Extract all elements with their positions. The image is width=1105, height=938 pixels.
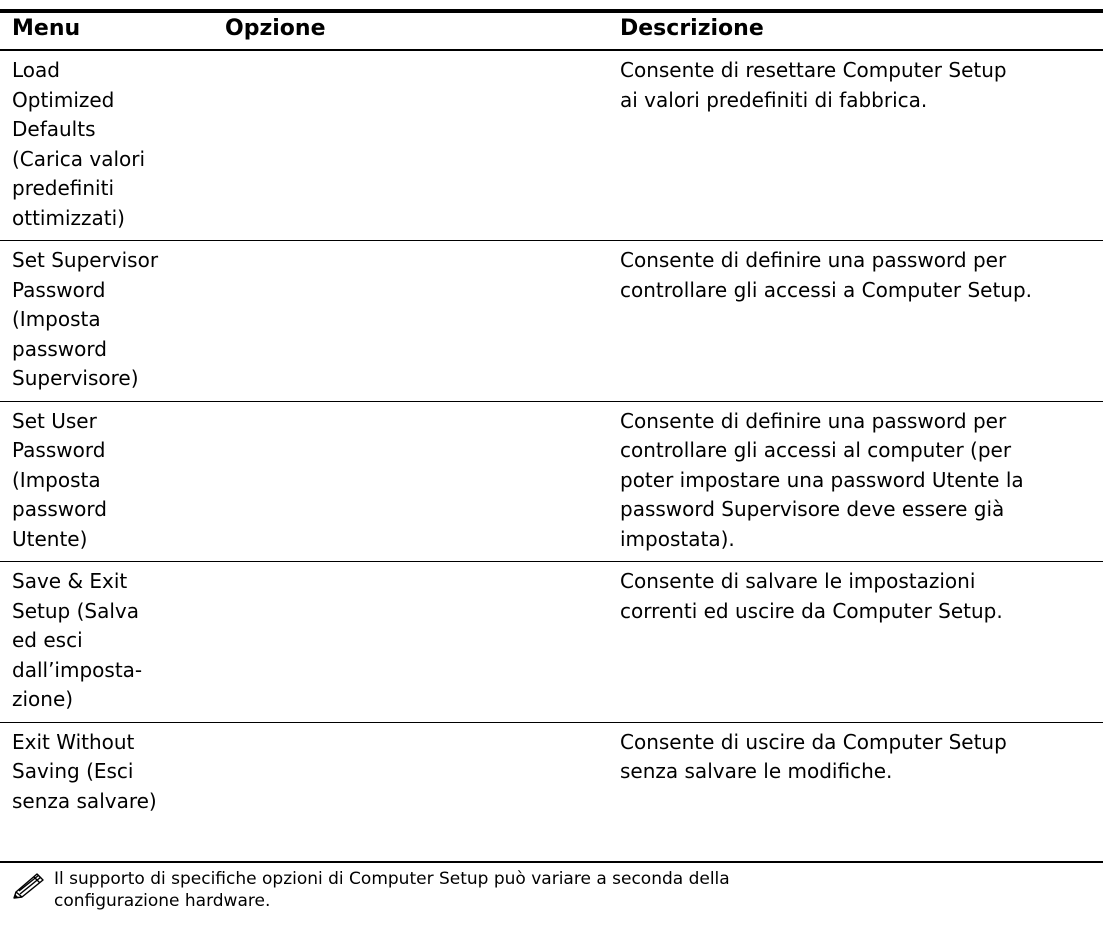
- menu-cell-line: Save & Exit: [12, 569, 128, 593]
- menu-cell-line: Defaults: [12, 117, 96, 141]
- description-cell: [608, 722, 1103, 823]
- menu-cell-line: ed esci: [12, 628, 83, 652]
- description-line: senza salvare le modifiche.: [620, 759, 893, 783]
- menu-cell-line: Exit Without: [12, 729, 135, 754]
- menu-cell-line: Set Supervisor: [12, 248, 159, 272]
- description-line: Consente di salvare le impostazioni: [620, 569, 976, 593]
- header-menu: Menu: [0, 13, 213, 50]
- menu-cell-line: Saving (Esci: [12, 759, 134, 783]
- option-cell: [213, 50, 608, 241]
- description-line: correnti ed uscire da Computer Setup.: [620, 598, 1003, 623]
- note-line: Il supporto di specifiche opzioni di Computer Setup può variare a seconda della: [54, 869, 730, 889]
- header-option: Opzione: [213, 13, 608, 50]
- menu-cell-line: password: [12, 497, 107, 521]
- note-line: configurazione hardware.: [54, 891, 271, 911]
- menu-cell: [0, 722, 213, 823]
- table-header-row: [0, 13, 1103, 50]
- menu-cell-line: Password: [12, 438, 106, 462]
- note-top-rule: [0, 861, 1103, 863]
- pencil-note-icon: [12, 869, 48, 899]
- table-row: [0, 722, 1103, 823]
- note-text: [54, 868, 954, 912]
- option-cell: [213, 722, 608, 823]
- menu-cell-line: ottimizzati): [12, 205, 125, 230]
- menu-cell: [0, 562, 213, 723]
- menu-cell-line: (Imposta: [12, 467, 101, 492]
- description-line: Consente di resettare Computer Setup: [620, 58, 1007, 82]
- description-cell: [608, 241, 1103, 402]
- menu-cell-line: Supervisore): [12, 366, 139, 390]
- menu-cell: [0, 241, 213, 402]
- menu-cell-line: Utente): [12, 526, 88, 551]
- option-cell: [213, 562, 608, 723]
- menu-cell: [0, 50, 213, 241]
- description-line: controllare gli accessi a Computer Setup.: [620, 277, 1033, 302]
- description-line: Consente di definire una password per: [620, 248, 1007, 272]
- menu-cell-line: Load: [12, 58, 60, 82]
- description-line: ai valori predefiniti di fabbrica.: [620, 87, 928, 112]
- header-description: Descrizione: [608, 13, 1103, 50]
- menu-cell-line: predefiniti: [12, 176, 115, 200]
- table-row: [0, 401, 1103, 562]
- menu-cell-line: senza salvare): [12, 788, 157, 813]
- menu-cell-line: password: [12, 336, 107, 361]
- description-cell: [608, 562, 1103, 723]
- description-line: password Supervisore deve essere già: [620, 497, 1005, 521]
- description-cell: [608, 50, 1103, 241]
- description-line: Consente di definire una password per: [620, 408, 1007, 433]
- menu-cell: [0, 401, 213, 562]
- option-cell: [213, 401, 608, 562]
- description-line: impostata).: [620, 526, 735, 551]
- description-line: controllare gli accessi al computer (per: [620, 438, 1012, 462]
- table-row: [0, 241, 1103, 402]
- table-row: [0, 562, 1103, 723]
- menu-cell-line: (Imposta: [12, 307, 101, 331]
- table-row: [0, 50, 1103, 241]
- menu-cell-line: Setup (Salva: [12, 598, 139, 623]
- menu-cell-line: Optimized: [12, 87, 115, 112]
- setup-options-table: [0, 13, 1103, 823]
- description-cell: [608, 401, 1103, 562]
- menu-cell-line: Set User: [12, 408, 97, 433]
- description-line: poter impostare una password Utente la: [620, 467, 1024, 492]
- menu-cell-line: Password: [12, 277, 106, 302]
- menu-cell-line: (Carica valori: [12, 146, 146, 171]
- menu-cell-line: zione): [12, 687, 74, 711]
- description-line: Consente di uscire da Computer Setup: [620, 729, 1007, 754]
- menu-cell-line: dall’imposta-: [12, 657, 143, 682]
- option-cell: [213, 241, 608, 402]
